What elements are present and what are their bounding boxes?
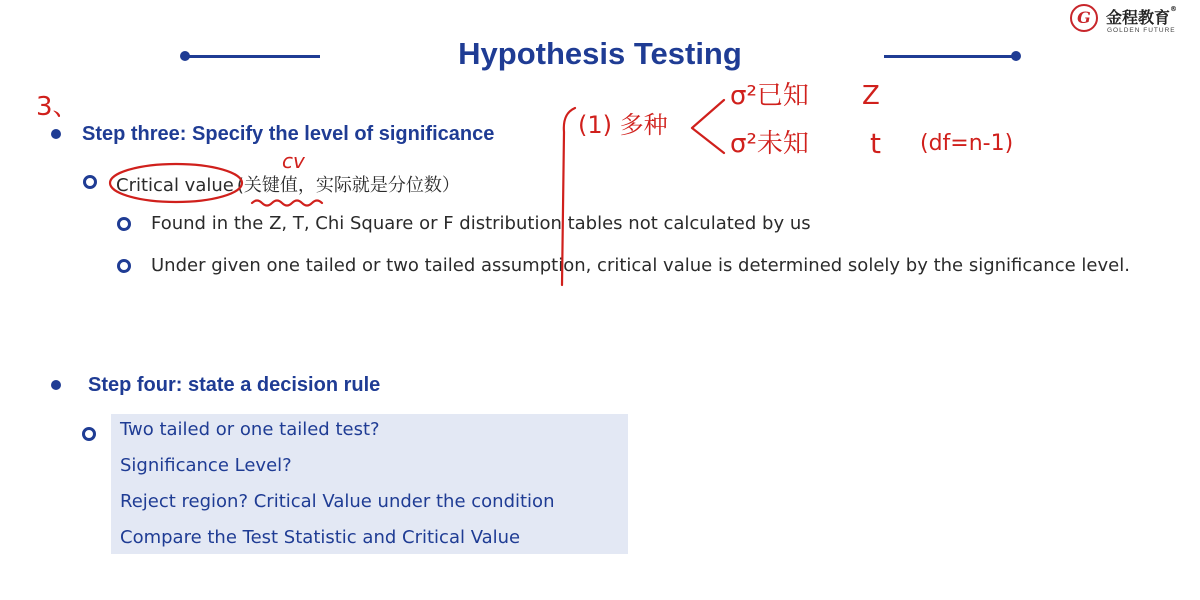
logo-english-name: GOLDEN FUTURE (1107, 27, 1176, 34)
annotation-df: (df=n-1) (920, 131, 1014, 156)
annotation-cv: cv (282, 149, 305, 173)
logo-seal-icon: G (1070, 4, 1098, 32)
critical-value-note: (关键值，实际就是分位数） (236, 175, 460, 196)
decision-item-2: Significance Level? (120, 455, 292, 476)
decision-item-1: Two tailed or one tailed test? (120, 419, 380, 440)
sub-bullet-1-text: Found in the Z, T, Chi Square or F distribution tables not calculated by us (151, 213, 811, 234)
decision-item-3: Reject region? Critical Value under the condition (120, 491, 555, 512)
step-three-heading: Step three: Specify the level of significance (82, 123, 495, 145)
logo-chinese-text: 金程教育 (1106, 8, 1171, 27)
annotation-t: t (870, 127, 881, 160)
step-four-heading: Step four: state a decision rule (88, 374, 381, 396)
critical-value-label: Critical value (116, 175, 234, 196)
page-title: Hypothesis Testing (458, 36, 742, 71)
annotation-brace (562, 108, 575, 285)
annotation-var-unknown: σ²未知 (730, 129, 809, 159)
annotation-angle-bracket (692, 100, 724, 153)
annotation-z: Z (862, 81, 880, 111)
decision-item-4: Compare the Test Statistic and Critical Value (120, 527, 521, 548)
key-value-underline (252, 201, 322, 206)
sub-bullet-2-text: Under given one tailed or two tailed assumption, critical value is determined solely by the significance level. (151, 255, 1130, 276)
annotation-var-known: σ²已知 (730, 81, 809, 111)
annotation-label-prefix: (1) 多种 (578, 111, 668, 139)
annotation-step-number: 3、 (36, 92, 79, 122)
critical-value-circle (110, 164, 242, 202)
logo-registered-mark: ® (1170, 5, 1178, 13)
